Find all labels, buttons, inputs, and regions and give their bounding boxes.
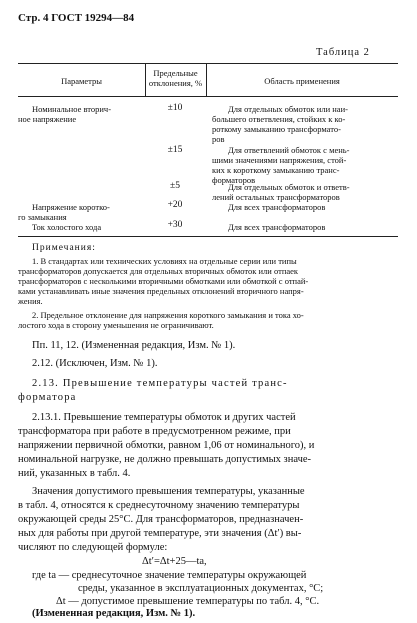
row-area-line: большего ответвления, стойких к ко- (212, 114, 346, 124)
row-param-line: ное напряжение (18, 114, 77, 124)
row-area-line: лений остальных трансформаторов (212, 192, 340, 202)
note-line: ками устанавливать иные значения предельных отклонений вторичного напря- (18, 286, 304, 296)
col-header-deviation: Предельные отклонения, % (148, 68, 203, 88)
row-value: +30 (167, 220, 183, 230)
note-line: трансформаторов с несколькими вторичными обмотками или обмоткой с отпай- (18, 276, 309, 286)
paragraph-amended: Пп. 11, 12. (Измененная редакция, Изм. № 1). (32, 340, 236, 351)
table-top-rule (18, 63, 398, 64)
amendment-note: (Измененная редакция, Изм. № 1). (32, 608, 196, 619)
row-area-line: Для ответвлений обмоток с мень- (228, 145, 350, 155)
row-area-line: Для отдельных обмоток или наи- (228, 104, 348, 114)
table-caption: Таблица 2 (316, 47, 370, 58)
page-header: Стр. 4 ГОСТ 19294—84 (18, 12, 135, 24)
body-line: трансформатора при работе в предусмотренном режиме, при (18, 426, 291, 437)
row-param-line: Напряжение коротко- (32, 202, 110, 212)
row-value: +20 (167, 200, 183, 210)
row-area-line: Для всех трансформаторов (228, 222, 326, 232)
row-value: ±15 (167, 145, 183, 155)
section-heading-cont: форматора (18, 392, 77, 403)
note-line: 1. В стандартах или технических условиях на отдельные серии или типы (32, 256, 297, 266)
note-line: трансформаторов допускается для отдельных вторичных обмоток или отпаек (18, 266, 299, 276)
row-param-line: го замыкания (18, 212, 67, 222)
body-line: в табл. 4, относятся к среднесуточному значению температуры (18, 500, 300, 511)
row-area-line: шими значениями напряжения, стой- (212, 155, 347, 165)
row-param-line: Ток холостого хода (32, 222, 102, 232)
body-line: окружающей среды 25°С. Для трансформаторов, предназначен- (18, 514, 304, 525)
row-area-line: ких к короткому замыканию транс- (212, 165, 340, 175)
body-line: 2.13.1. Превышение температуры обмоток и других частей (32, 412, 296, 423)
definition-line: Δt — допустимое превышение температуры по табл. 4, °С. (56, 596, 320, 607)
row-value: ±5 (170, 181, 180, 191)
row-area-line: роткому замыканию трансформато- (212, 124, 341, 134)
definition-line: где tа — среднесуточное значение температуры окружающей (32, 570, 307, 581)
note-line: 2. Предельное отклонение для напряжения короткого замыкания и тока хо- (32, 310, 304, 320)
table-bottom-rule (18, 236, 398, 237)
body-line: ных для работы при другой температуре, эти значения (Δt′) вы- (18, 528, 302, 539)
definition-line: среды, указанное в эксплуатационных документах, °С; (78, 583, 324, 594)
row-area-line: Для всех трансформаторов (228, 202, 326, 212)
paragraph-excluded: 2.12. (Исключен, Изм. № 1). (32, 358, 158, 369)
col-header-area: Область применения (264, 76, 340, 86)
row-value: ±10 (167, 103, 183, 113)
col-header-params: Параметры (61, 76, 102, 86)
section-heading: 2.13. Превышение температуры частей транс- (32, 378, 288, 389)
notes-title: Примечания: (32, 243, 96, 253)
body-line: числяют по следующей формуле: (18, 542, 168, 553)
note-line: лостого хода в сторону уменьшения не ограничивают. (18, 320, 214, 330)
row-area-line: форматоров (212, 175, 256, 185)
body-line: Значения допустимого превышения температуры, указанные (32, 486, 305, 497)
body-line: напряжении первичной обмотки, равном 1,06 от номинального), и (18, 440, 315, 451)
row-param-line: Номинальное вторич- (32, 104, 112, 114)
row-area-line: ров (212, 134, 225, 144)
body-line: номинальной нагрузке, не должно превышать допустимых значе- (18, 454, 312, 465)
body-line: ний, указанных в табл. 4. (18, 468, 131, 479)
row-area-line: Для отдельных обмоток и ответв- (228, 182, 350, 192)
table-header-rule (18, 96, 398, 97)
formula: Δt′=Δt+25—tа, (142, 556, 207, 567)
note-line: жения. (18, 296, 43, 306)
